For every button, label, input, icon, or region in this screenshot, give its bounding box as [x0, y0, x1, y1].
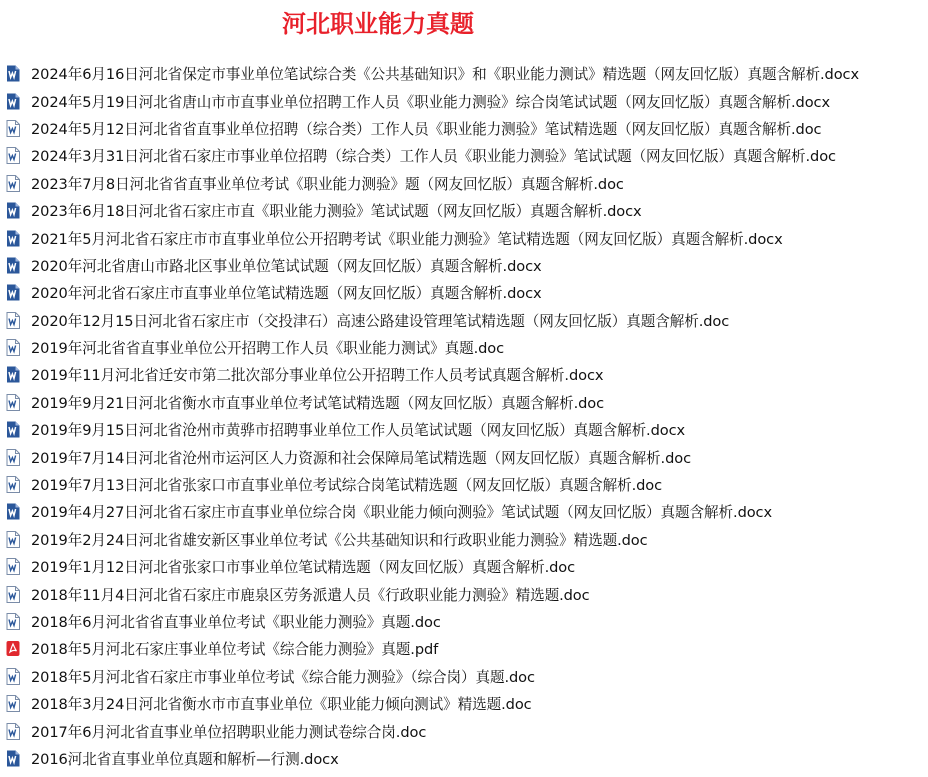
word-doc-icon — [6, 531, 20, 548]
word-doc-icon — [6, 695, 20, 712]
file-name: 2019年河北省省直事业单位公开招聘工作人员《职业能力测试》真题.doc — [31, 340, 505, 358]
word-doc-icon — [6, 175, 20, 192]
file-name: 2023年7月8日河北省省直事业单位考试《职业能力测验》题（网友回忆版）真题含解析.doc — [31, 175, 624, 193]
file-list-item[interactable] — [0, 170, 928, 197]
word-docx-icon — [6, 202, 20, 219]
file-name: 2018年6月河北省省直事业单位考试《职业能力测验》真题.doc — [31, 614, 441, 631]
file-list-item[interactable] — [0, 197, 928, 224]
word-docx-icon — [6, 93, 20, 110]
page-title: 河北职业能力真题 — [282, 10, 474, 38]
word-docx-icon — [6, 65, 20, 82]
file-name: 2024年5月19日河北省唐山市市直事业单位招聘工作人员《职业能力测验》综合岗笔试试题（网友回忆版）真题含解析.docx — [31, 93, 830, 111]
word-docx-icon — [6, 284, 20, 301]
file-list-item[interactable] — [0, 361, 928, 388]
file-list-item[interactable] — [0, 498, 928, 525]
word-docx-icon — [6, 257, 20, 274]
file-list-item[interactable] — [0, 252, 928, 279]
file-list-item[interactable] — [0, 142, 928, 169]
file-list-item[interactable] — [0, 87, 928, 114]
file-name: 2019年7月14日河北省沧州市运河区人力资源和社会保障局笔试精选题（网友回忆版）真题含解析.doc — [31, 449, 692, 467]
word-doc-icon — [6, 476, 20, 493]
file-list-item[interactable] — [0, 334, 928, 361]
word-doc-icon — [6, 586, 20, 603]
file-name: 2024年5月12日河北省省直事业单位招聘（综合类）工作人员《职业能力测验》笔试精选题（网友回忆版）真题含解析.doc — [31, 120, 822, 138]
file-list-item[interactable] — [0, 553, 928, 580]
file-name: 2024年6月16日河北省保定市事业单位笔试综合类《公共基础知识》和《职业能力测试》精选题（网友回忆版）真题含解析.docx — [31, 66, 859, 84]
file-name: 2020年12月15日河北省石家庄市（交投津石）高速公路建设管理笔试精选题（网友回忆版）真题含解析.doc — [31, 312, 730, 330]
file-name: 2018年3月24日河北省衡水市市直事业单位《职业能力倾向测试》精选题.doc — [31, 696, 532, 714]
file-name: 2016河北省直事业单位真题和解析—行测.docx — [31, 750, 339, 768]
file-name: 2019年2月24日河北省雄安新区事业单位考试《公共基础知识和行政职业能力测验》精选题.doc — [31, 531, 648, 549]
word-doc-icon — [6, 558, 20, 575]
word-docx-icon — [6, 230, 20, 247]
file-list-item[interactable] — [0, 224, 928, 251]
file-name: 2019年9月15日河北省沧州市黄骅市招聘事业单位工作人员笔试试题（网友回忆版）真题含解析.docx — [31, 422, 686, 440]
file-list-item[interactable] — [0, 635, 928, 662]
file-list-item[interactable] — [0, 663, 928, 690]
word-docx-icon — [6, 366, 20, 383]
word-doc-icon — [6, 668, 20, 685]
file-name: 2021年5月河北省石家庄市市直事业单位公开招聘考试《职业能力测验》笔试精选题（网友回忆版）真题含解析.docx — [31, 230, 783, 248]
file-name: 2019年9月21日河北省衡水市直事业单位考试笔试精选题（网友回忆版）真题含解析.doc — [31, 394, 605, 412]
file-name: 2018年11月4日河北省石家庄市鹿泉区劳务派遣人员《行政职业能力测验》精选题.doc — [31, 586, 590, 604]
file-name: 2019年1月12日河北省张家口市事业单位笔试精选题（网友回忆版）真题含解析.doc — [31, 559, 576, 577]
word-doc-icon — [6, 312, 20, 329]
file-name: 2019年7月13日河北省张家口市直事业单位考试综合岗笔试精选题（网友回忆版）真题含解析.doc — [31, 477, 663, 495]
file-name: 2024年3月31日河北省石家庄市事业单位招聘（综合类）工作人员《职业能力测验》笔试试题（网友回忆版）真题含解析.doc — [31, 148, 836, 166]
word-doc-icon — [6, 120, 20, 137]
file-list-item[interactable] — [0, 717, 928, 744]
file-list-item[interactable] — [0, 526, 928, 553]
word-doc-icon — [6, 339, 20, 356]
file-name: 2017年6月河北省直事业单位招聘职业能力测试卷综合岗.doc — [31, 723, 427, 741]
file-list-item[interactable] — [0, 471, 928, 498]
file-list-item[interactable] — [0, 745, 928, 772]
word-docx-icon — [6, 421, 20, 438]
file-list-item[interactable] — [0, 389, 928, 416]
word-doc-icon — [6, 394, 20, 411]
file-list-item[interactable] — [0, 60, 928, 87]
pdf-icon — [6, 640, 20, 657]
file-list — [0, 60, 928, 772]
word-docx-icon — [6, 503, 20, 520]
file-list-item[interactable] — [0, 608, 928, 635]
word-doc-icon — [6, 723, 20, 740]
file-name: 2019年4月27日河北省石家庄市直事业单位综合岗《职业能力倾向测验》笔试试题（网友回忆版）真题含解析.docx — [31, 504, 773, 522]
file-list-item[interactable] — [0, 115, 928, 142]
file-name: 2023年6月18日河北省石家庄市直《职业能力测验》笔试试题（网友回忆版）真题含解析.docx — [31, 203, 642, 221]
word-docx-icon — [6, 750, 20, 767]
file-list-item[interactable] — [0, 580, 928, 607]
file-list-item[interactable] — [0, 279, 928, 306]
file-list-item[interactable] — [0, 443, 928, 470]
file-name: 2018年5月河北石家庄事业单位考试《综合能力测验》真题.pdf — [31, 641, 439, 659]
file-list-item[interactable] — [0, 416, 928, 443]
file-list-item[interactable] — [0, 690, 928, 717]
word-doc-icon — [6, 613, 20, 630]
file-name: 2020年河北省石家庄市直事业单位笔试精选题（网友回忆版）真题含解析.docx — [31, 285, 542, 303]
file-name: 2020年河北省唐山市路北区事业单位笔试试题（网友回忆版）真题含解析.docx — [31, 257, 542, 275]
file-name: 2018年5月河北省石家庄市事业单位考试《综合能力测验》（综合岗）真题.doc — [31, 668, 535, 686]
file-name: 2019年11月河北省迁安市第二批次部分事业单位公开招聘工作人员考试真题含解析.docx — [31, 367, 604, 385]
file-list-item[interactable] — [0, 307, 928, 334]
word-doc-icon — [6, 449, 20, 466]
word-doc-icon — [6, 147, 20, 164]
